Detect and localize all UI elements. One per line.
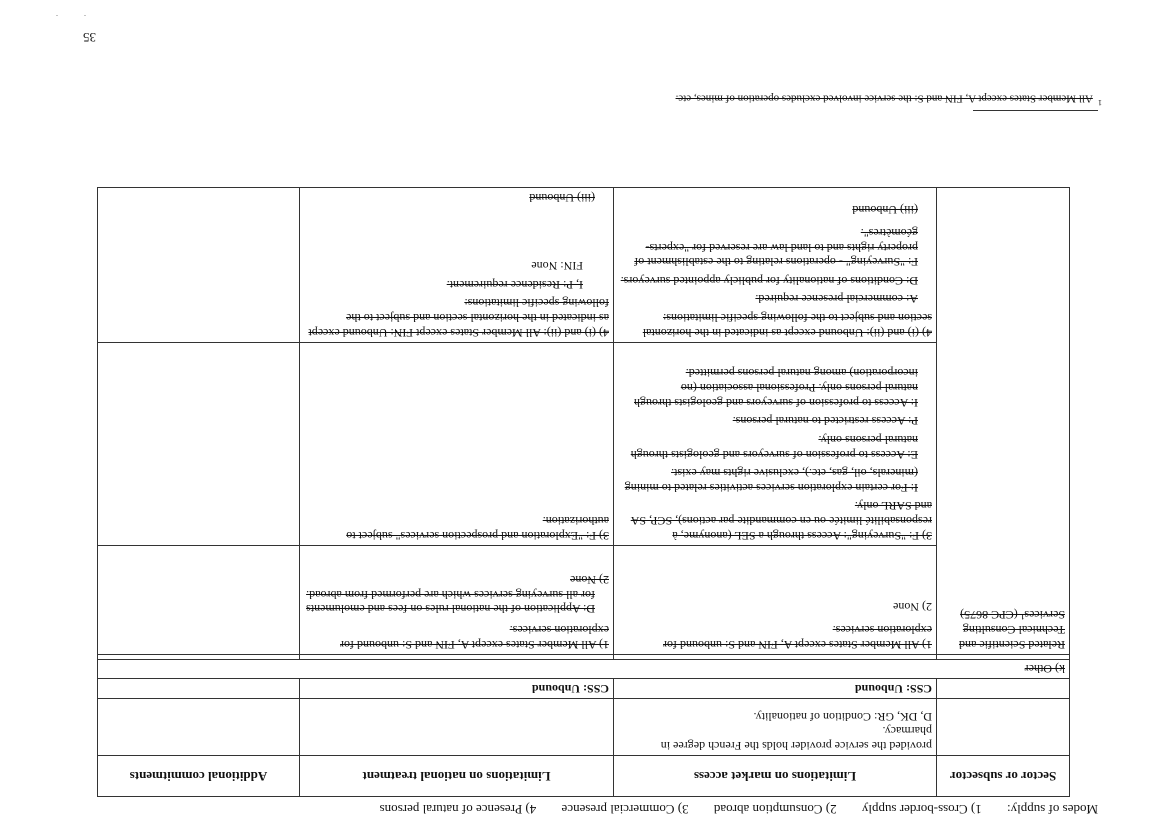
mode-natural-persons: 4) Presence of natural persons bbox=[379, 802, 537, 817]
national-mode-4-ip: I, P: Residence requirement. bbox=[446, 277, 583, 292]
market-mode-4-d: D: Conditions of nationality for publicly appointed surveyors. bbox=[620, 273, 918, 288]
national-mode-3 bbox=[300, 342, 614, 545]
national-mode-2: 2) None bbox=[570, 573, 609, 588]
market-mode-4-f: F: "Surveying" - operations relating to the establishment of property rights and to land law are reserved for "experts-géomètres". bbox=[634, 226, 918, 270]
header-row bbox=[98, 756, 1070, 797]
mode-cross-border: 1) Cross-border supply bbox=[861, 802, 982, 817]
national-mode-4-intro: 4) (i) and (ii): All Member States except FIN: Unbound except as indicated in the horizontal section and subject to the following specific limitations: bbox=[308, 296, 609, 340]
footnote-rule bbox=[973, 110, 1098, 111]
mode-consumption-abroad: 2) Consumption abroad bbox=[713, 802, 837, 817]
market-mode-3-p: P: Access restricted to natural persons. bbox=[732, 414, 918, 429]
additional-mode-3 bbox=[98, 342, 300, 545]
other-sector-heading: k) Other bbox=[98, 659, 1070, 679]
national-mode-1-d: D: Application of the national rules on fees and emoluments for all surveying services which are performed from abroad. bbox=[306, 587, 595, 617]
market-mode-3-i2: I: Access to profession of surveyors and geologists through natural persons only. Professional association (no incorporation) among natural persons permitted. bbox=[634, 366, 918, 410]
modes-of-supply-line bbox=[358, 801, 1098, 817]
css-market-cell: CSS: Unbound bbox=[614, 679, 937, 699]
other-heading-row bbox=[98, 659, 1070, 679]
header-national-treatment: Limitations on national treatment bbox=[300, 756, 614, 797]
continuation-additional-cell bbox=[98, 699, 300, 756]
continuation-national-cell bbox=[300, 699, 614, 756]
market-mode-4-iii: (iii) Unbound bbox=[852, 203, 918, 218]
header-sector: Sector or subsector bbox=[937, 756, 1070, 797]
national-mode-1: 1) All Member States except A, FIN and S: unbound for exploration services. bbox=[340, 623, 609, 652]
national-mode-4-iii: (iii) Unbound bbox=[529, 190, 595, 205]
national-mode-4-fin: FIN: None bbox=[531, 259, 583, 274]
mode-4-row bbox=[98, 188, 1070, 343]
scan-specks: . . bbox=[44, 13, 86, 22]
footnote bbox=[676, 92, 1102, 107]
header-market-access: Limitations on market access bbox=[614, 756, 937, 797]
css-sector-cell bbox=[937, 679, 1070, 699]
footnote-mark: 1 bbox=[1098, 98, 1102, 107]
spacer-row bbox=[98, 654, 1070, 659]
market-mode-4 bbox=[614, 188, 937, 343]
mode-3-row bbox=[98, 342, 1070, 545]
market-mode-3-f: 3) F: "Surveying": Access through a SEL (anonyme, à responsabilité limitée ou en commandite par actions), SCP, SA and SARL only. bbox=[630, 499, 932, 543]
page-number: 35 bbox=[83, 30, 96, 45]
sector-cell-consulting: Related Scientific and Technical Consulting Services¹ (CPC 8675) bbox=[937, 188, 1070, 655]
market-mode-1-2 bbox=[614, 545, 937, 654]
css-row bbox=[98, 679, 1070, 699]
continuation-text: provided the service provider holds the French degree in pharmacy. bbox=[660, 724, 932, 753]
continuation-row bbox=[98, 699, 1070, 756]
market-mode-3-i: I: For certain exploration services activities related to mining (minerals, oil, gas, etc.), exclusive rights may exist. bbox=[624, 466, 918, 495]
continuation-text: D, DK, GR: Condition of nationality. bbox=[753, 709, 932, 724]
css-national-cell: CSS: Unbound bbox=[300, 679, 614, 699]
national-mode-4 bbox=[300, 188, 614, 343]
market-mode-1: 1) All Member States except A, FIN and S: unbound for exploration services. bbox=[663, 623, 932, 652]
css-additional-cell bbox=[98, 679, 300, 699]
market-mode-4-intro: 4) (i) and (ii): Unbound except as indicated in the horizontal section and subject to the following specific limitations: bbox=[642, 311, 932, 340]
additional-mode-1-2 bbox=[98, 545, 300, 654]
additional-mode-4 bbox=[98, 188, 300, 343]
mode-commercial-presence: 3) Commercial presence bbox=[561, 802, 689, 817]
header-additional-commitments: Additional commitments bbox=[98, 756, 300, 797]
modes-label: Modes of supply: bbox=[1007, 802, 1098, 817]
footnote-text: All Member States except A, FIN and S: the service involved excludes operation of mines, etc. bbox=[675, 92, 1093, 105]
market-mode-2: 2) None bbox=[893, 600, 932, 615]
commitments-schedule-table bbox=[97, 187, 1070, 797]
market-mode-3 bbox=[614, 342, 937, 545]
national-mode-3-f: 3) F: "Exploration and prospection services" subject to authorization. bbox=[346, 514, 609, 543]
market-mode-4-a: A: commercial presence required. bbox=[755, 292, 918, 307]
market-mode-3-e: E: Access to profession of surveyors and geologists through natural persons only. bbox=[630, 433, 918, 462]
mode-1-2-row bbox=[98, 545, 1070, 654]
national-mode-1-2 bbox=[300, 545, 614, 654]
continuation-market-cell bbox=[614, 699, 937, 756]
continuation-sector-cell bbox=[937, 699, 1070, 756]
